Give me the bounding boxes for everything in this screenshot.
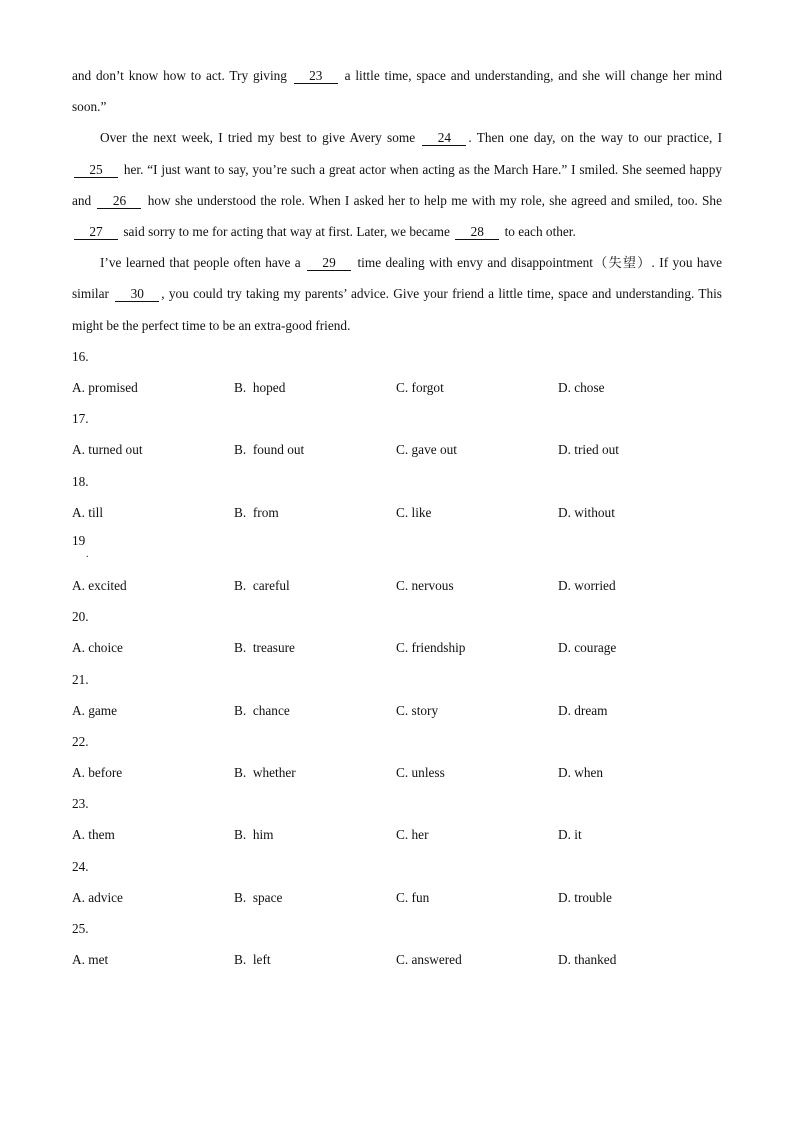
answer-option[interactable]: C. friendship xyxy=(396,640,466,656)
question-number xyxy=(72,788,722,819)
question-number-dot: . xyxy=(86,548,89,560)
passage-paragraph xyxy=(72,122,722,247)
question-number xyxy=(72,403,722,434)
option-row xyxy=(72,632,722,663)
answer-option[interactable]: C. her xyxy=(396,827,429,843)
question-number xyxy=(72,528,722,570)
passage-text: a little time, space and understanding, and she will change her mind soon.” xyxy=(72,68,722,115)
answer-option[interactable]: C. gave out xyxy=(396,442,457,458)
answer-option[interactable]: A. met xyxy=(72,952,109,968)
question-number-label: 20. xyxy=(72,609,89,625)
answer-blank[interactable] xyxy=(95,185,143,216)
answer-option[interactable]: B. found out xyxy=(234,442,305,458)
answer-option[interactable]: D. thanked xyxy=(558,952,617,968)
passage-text: , you could try taking my parents’ advice. Give your friend a little time, space and understanding. This might be the perfect time to be an extra-good friend. xyxy=(72,286,722,333)
answer-option[interactable]: B. chance xyxy=(234,702,290,718)
question-number xyxy=(72,341,722,372)
answer-option[interactable]: D. tried out xyxy=(558,442,619,458)
option-row xyxy=(72,757,722,788)
question-number xyxy=(72,726,722,757)
blank-number: 23 xyxy=(294,68,338,84)
option-row xyxy=(72,497,722,528)
answer-option[interactable]: A. choice xyxy=(72,640,123,656)
passage-text: her. “I just want to say, you’re such a great actor when acting as the March Hare.” I smiled. She seemed happy and xyxy=(72,161,722,208)
question-number-label: 22. xyxy=(72,733,89,749)
option-row xyxy=(72,882,722,913)
question-number xyxy=(72,913,722,944)
answer-option[interactable]: C. unless xyxy=(396,765,445,781)
answer-option[interactable]: A. before xyxy=(72,765,123,781)
answer-option[interactable]: B. left xyxy=(234,952,271,968)
passage-text: how she understood the role. When I asked her to help me with my role, she agreed and smiled, too. She xyxy=(143,192,722,208)
answer-option[interactable]: D. without xyxy=(558,504,615,520)
passage-text: time dealing with envy and disappointment（失望）. If you have similar xyxy=(72,255,722,302)
blank-number: 29 xyxy=(307,255,351,271)
answer-option[interactable]: C. story xyxy=(396,702,439,718)
answer-blank[interactable] xyxy=(453,216,501,247)
passage-text: I’ve learned that people often have a xyxy=(100,255,306,271)
question-list xyxy=(72,341,722,976)
answer-option[interactable]: A. turned out xyxy=(72,442,143,458)
blank-number: 28 xyxy=(455,224,499,240)
question-number-label: 18. xyxy=(72,473,89,489)
answer-option[interactable]: B. him xyxy=(234,827,274,843)
passage-text: and don’t know how to act. Try giving xyxy=(72,68,292,83)
question-number-label: 16. xyxy=(72,348,89,364)
passage-text: . Then one day, on the way to our practice, I xyxy=(468,130,722,146)
blank-number: 26 xyxy=(97,193,141,209)
blank-number: 27 xyxy=(74,224,118,240)
passage-paragraph xyxy=(72,247,722,341)
answer-option[interactable]: A. till xyxy=(72,504,104,520)
blank-number: 25 xyxy=(74,162,118,178)
answer-option[interactable]: D. worried xyxy=(558,577,616,593)
passage-text: to each other. xyxy=(501,224,576,240)
reading-passage xyxy=(72,60,722,341)
answer-blank[interactable] xyxy=(72,216,120,247)
answer-option[interactable]: B. from xyxy=(234,504,279,520)
answer-blank[interactable] xyxy=(305,247,353,278)
question-number-label: 25. xyxy=(72,921,89,937)
answer-option[interactable]: A. game xyxy=(72,702,118,718)
answer-option[interactable]: C. forgot xyxy=(396,380,444,396)
answer-option[interactable]: A. excited xyxy=(72,577,127,593)
question-number-label: 17. xyxy=(72,411,89,427)
question-number-label: 19 xyxy=(72,532,86,548)
blank-number: 30 xyxy=(115,286,159,302)
question-number xyxy=(72,466,722,497)
answer-option[interactable]: B. treasure xyxy=(234,640,295,656)
answer-option[interactable]: A. them xyxy=(72,827,115,843)
answer-option[interactable]: B. careful xyxy=(234,577,290,593)
answer-blank[interactable] xyxy=(113,278,161,309)
question-number-label: 21. xyxy=(72,671,89,687)
answer-option[interactable]: D. it xyxy=(558,827,582,843)
answer-option[interactable]: D. chose xyxy=(558,380,605,396)
answer-blank[interactable] xyxy=(420,122,468,153)
answer-option[interactable]: D. trouble xyxy=(558,889,612,905)
answer-option[interactable]: C. answered xyxy=(396,952,462,968)
answer-blank[interactable] xyxy=(292,60,340,91)
answer-option[interactable]: C. nervous xyxy=(396,577,454,593)
question-number xyxy=(72,664,722,695)
option-row xyxy=(72,819,722,850)
answer-option[interactable]: B. whether xyxy=(234,765,296,781)
passage-paragraph xyxy=(72,60,722,122)
answer-option[interactable]: D. when xyxy=(558,765,604,781)
passage-text: said sorry to me for acting that way at first. Later, we became xyxy=(120,224,454,240)
answer-option[interactable]: C. fun xyxy=(396,889,430,905)
question-number-label: 24. xyxy=(72,858,89,874)
option-row xyxy=(72,695,722,726)
answer-option[interactable]: B. space xyxy=(234,889,283,905)
option-row xyxy=(72,434,722,465)
document-page xyxy=(72,60,722,975)
answer-option[interactable]: A. promised xyxy=(72,380,138,396)
question-number xyxy=(72,851,722,882)
option-row xyxy=(72,372,722,403)
option-row xyxy=(72,944,722,975)
answer-option[interactable]: D. dream xyxy=(558,702,608,718)
blank-number: 24 xyxy=(422,130,466,146)
question-number xyxy=(72,601,722,632)
question-number-label: 23. xyxy=(72,796,89,812)
answer-blank[interactable] xyxy=(72,154,120,185)
answer-option[interactable]: D. courage xyxy=(558,640,617,656)
answer-option[interactable]: B. hoped xyxy=(234,380,286,396)
answer-option[interactable]: A. advice xyxy=(72,889,123,905)
option-row xyxy=(72,570,722,601)
answer-option[interactable]: C. like xyxy=(396,504,432,520)
passage-text: Over the next week, I tried my best to give Avery some xyxy=(100,130,421,146)
